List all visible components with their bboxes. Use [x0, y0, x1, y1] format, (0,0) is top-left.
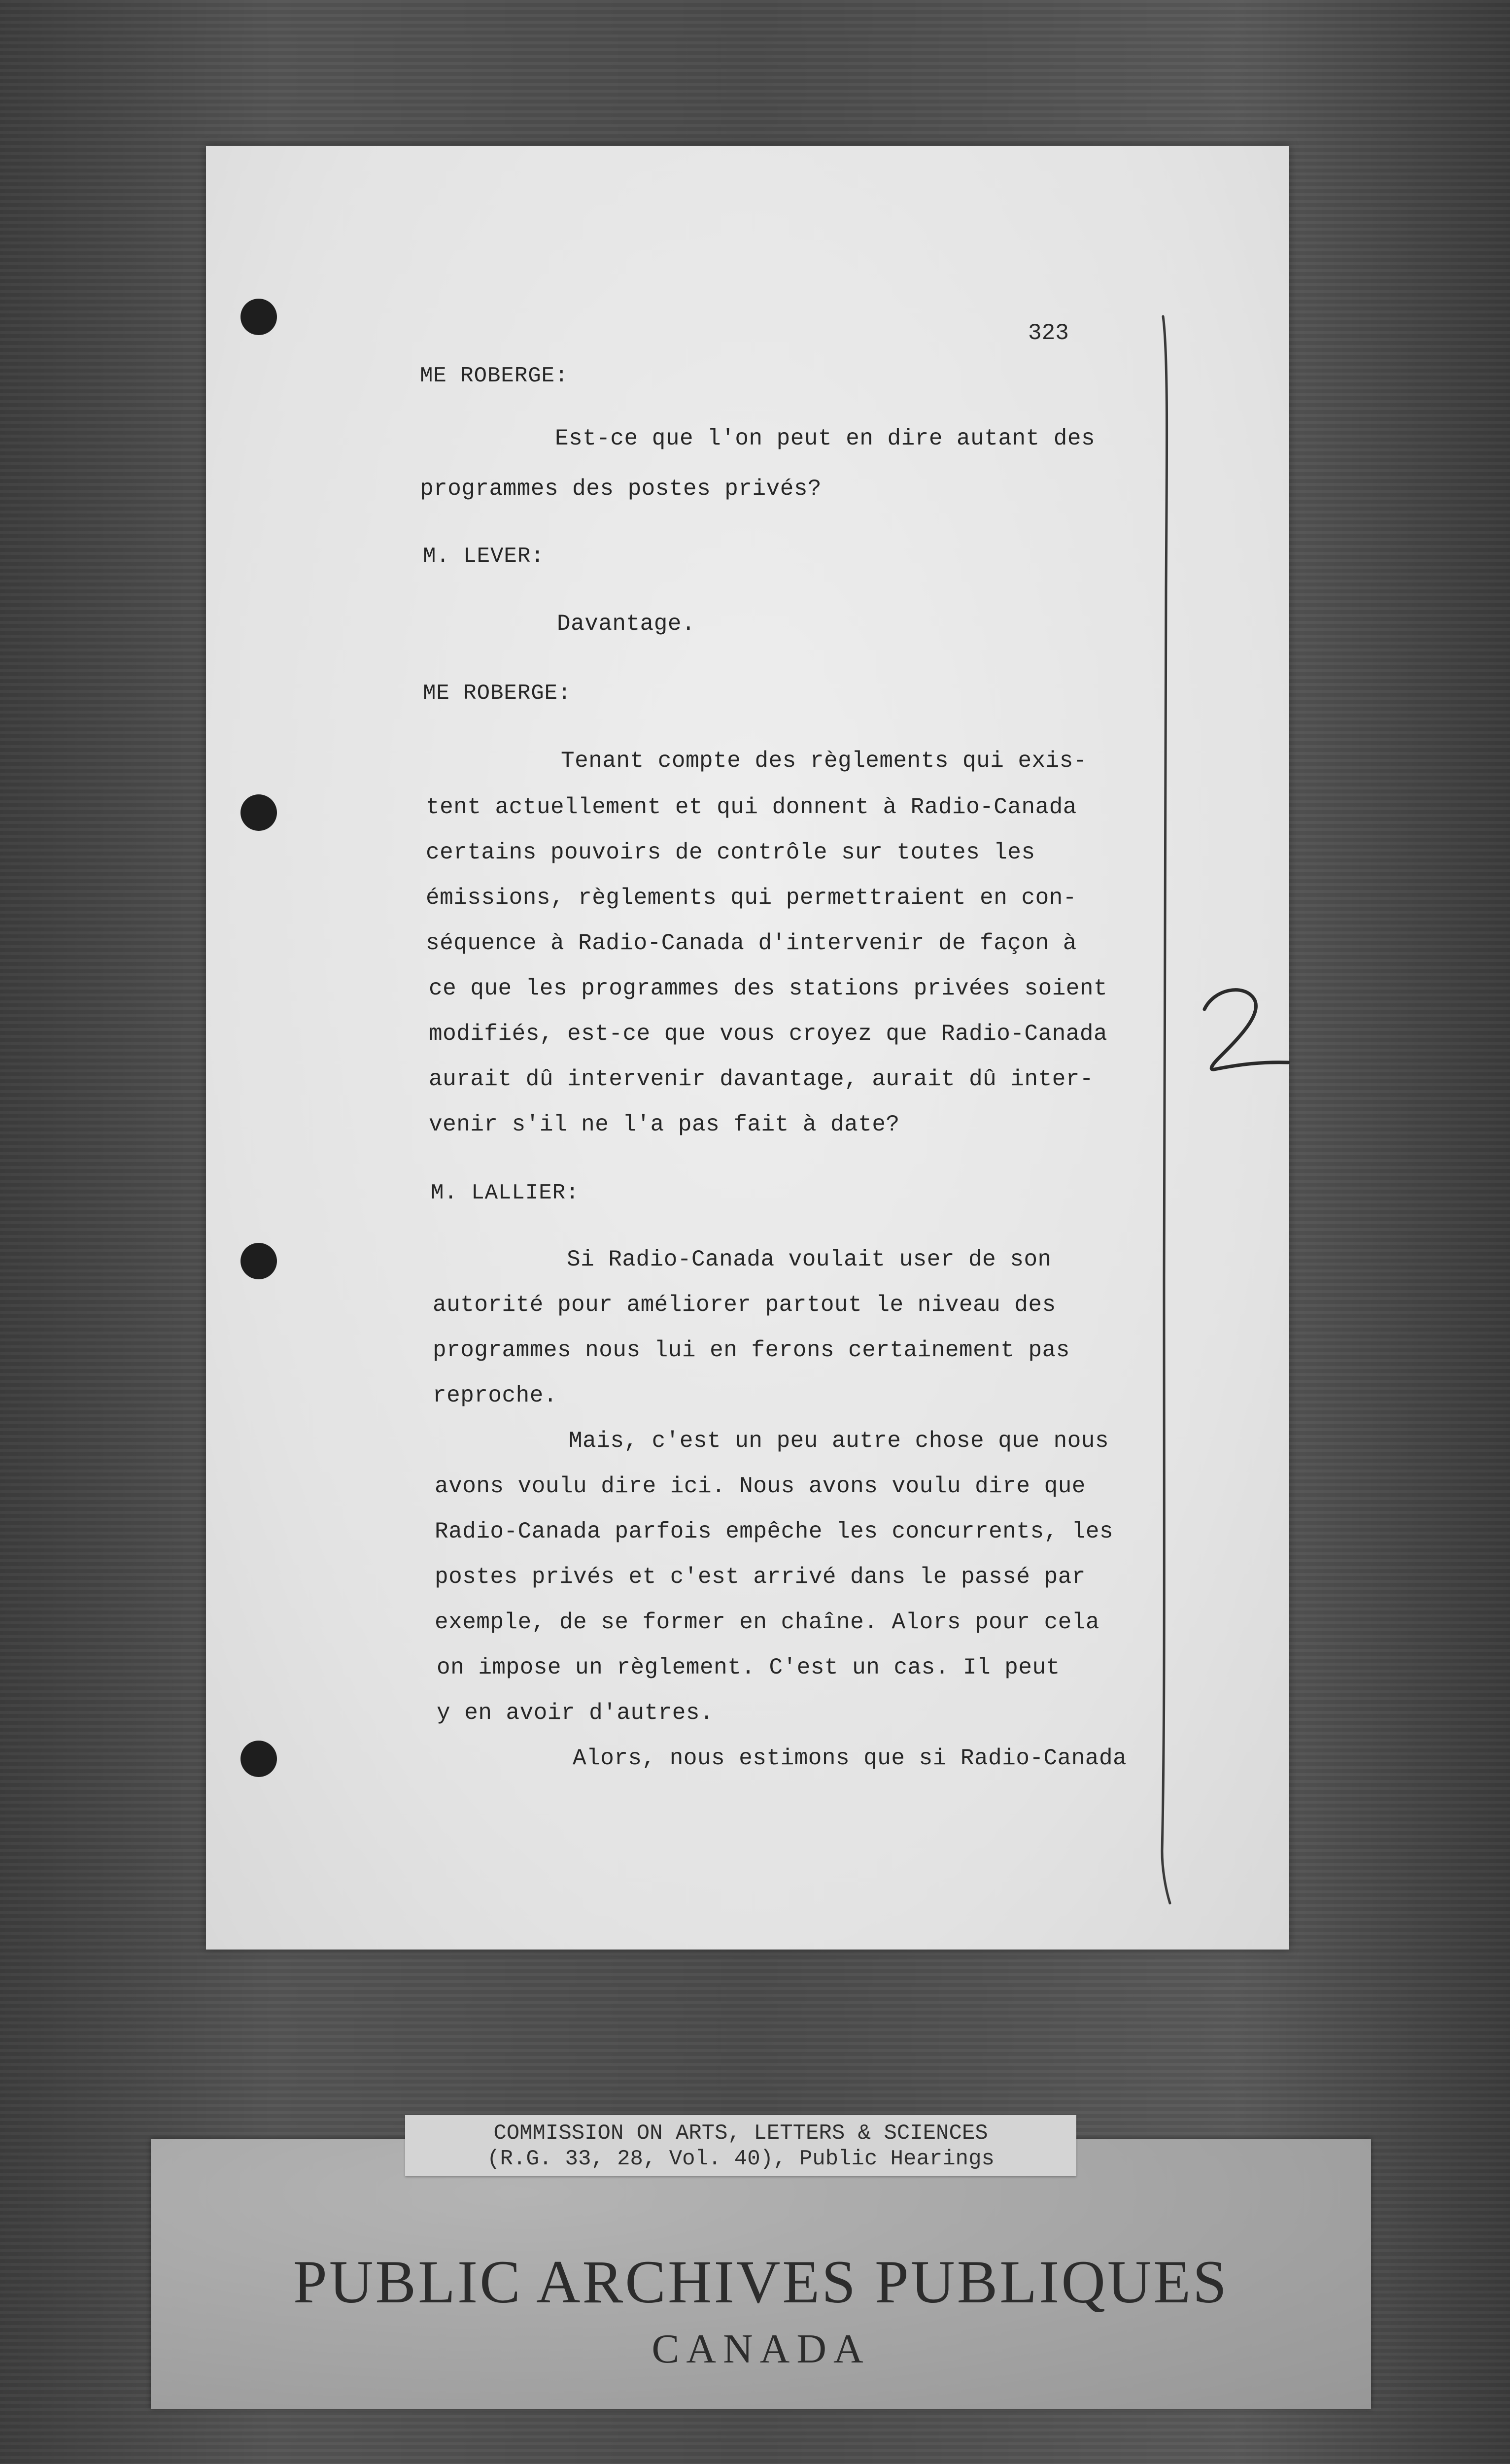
text-line: séquence à Radio-Canada d'intervenir de façon à	[426, 930, 1077, 956]
text-line: Alors, nous estimons que si Radio-Canada	[573, 1745, 1127, 1771]
archive-reference-line: COMMISSION ON ARTS, LETTERS & SCIENCES	[493, 2121, 988, 2146]
text-line: Davantage.	[557, 611, 696, 637]
document-page	[206, 146, 1289, 1950]
text-line: y en avoir d'autres.	[437, 1700, 714, 1726]
archive-reference-label	[405, 2115, 1076, 2176]
text-line: tent actuellement et qui donnent à Radio-Canada	[426, 794, 1077, 820]
text-line: autorité pour améliorer partout le niveau des	[433, 1292, 1056, 1318]
punch-hole	[240, 1741, 277, 1777]
text-line: programmes des postes privés?	[420, 476, 822, 502]
text-line: on impose un règlement. C'est un cas. Il peut	[437, 1655, 1060, 1680]
text-line: ce que les programmes des stations privées soient	[429, 976, 1108, 1001]
punch-hole	[240, 299, 277, 335]
punch-hole	[240, 1243, 277, 1279]
page-number: 323	[1028, 320, 1069, 346]
text-line: exemple, de se former en chaîne. Alors pour cela	[435, 1609, 1100, 1635]
text-line: avons voulu dire ici. Nous avons voulu dire que	[435, 1473, 1086, 1499]
punch-hole	[240, 794, 277, 831]
speaker-label: M. LEVER:	[423, 544, 545, 569]
text-line: certains pouvoirs de contrôle sur toutes les	[426, 840, 1035, 865]
handwritten-mark	[1185, 979, 1298, 1077]
speaker-label: ME ROBERGE:	[420, 364, 569, 388]
text-line: aurait dû intervenir davantage, aurait dû inter-	[429, 1066, 1094, 1092]
text-line: postes privés et c'est arrivé dans le passé par	[435, 1564, 1086, 1590]
speaker-label: ME ROBERGE:	[423, 681, 572, 706]
text-line: émissions, règlements qui permettraient en con-	[426, 885, 1077, 911]
text-line: Si Radio-Canada voulait user de son	[567, 1247, 1052, 1272]
speaker-label: M. LALLIER:	[431, 1181, 580, 1205]
text-line: Tenant compte des règlements qui exis-	[561, 748, 1087, 774]
archive-subtitle: CANADA	[652, 2326, 870, 2372]
text-line: Radio-Canada parfois empêche les concurrents, les	[435, 1519, 1114, 1544]
text-line: venir s'il ne l'a pas fait à date?	[429, 1112, 900, 1137]
archive-title: PUBLIC ARCHIVES PUBLIQUES	[293, 2248, 1229, 2316]
text-line: Est-ce que l'on peut en dire autant des	[555, 426, 1096, 451]
archive-reference-line: (R.G. 33, 28, Vol. 40), Public Hearings	[487, 2147, 995, 2171]
text-line: modifiés, est-ce que vous croyez que Radio-Canada	[429, 1021, 1108, 1047]
text-line: programmes nous lui en ferons certainement pas	[433, 1337, 1070, 1363]
text-line: Mais, c'est un peu autre chose que nous	[569, 1428, 1109, 1454]
text-line: reproche.	[433, 1383, 557, 1408]
